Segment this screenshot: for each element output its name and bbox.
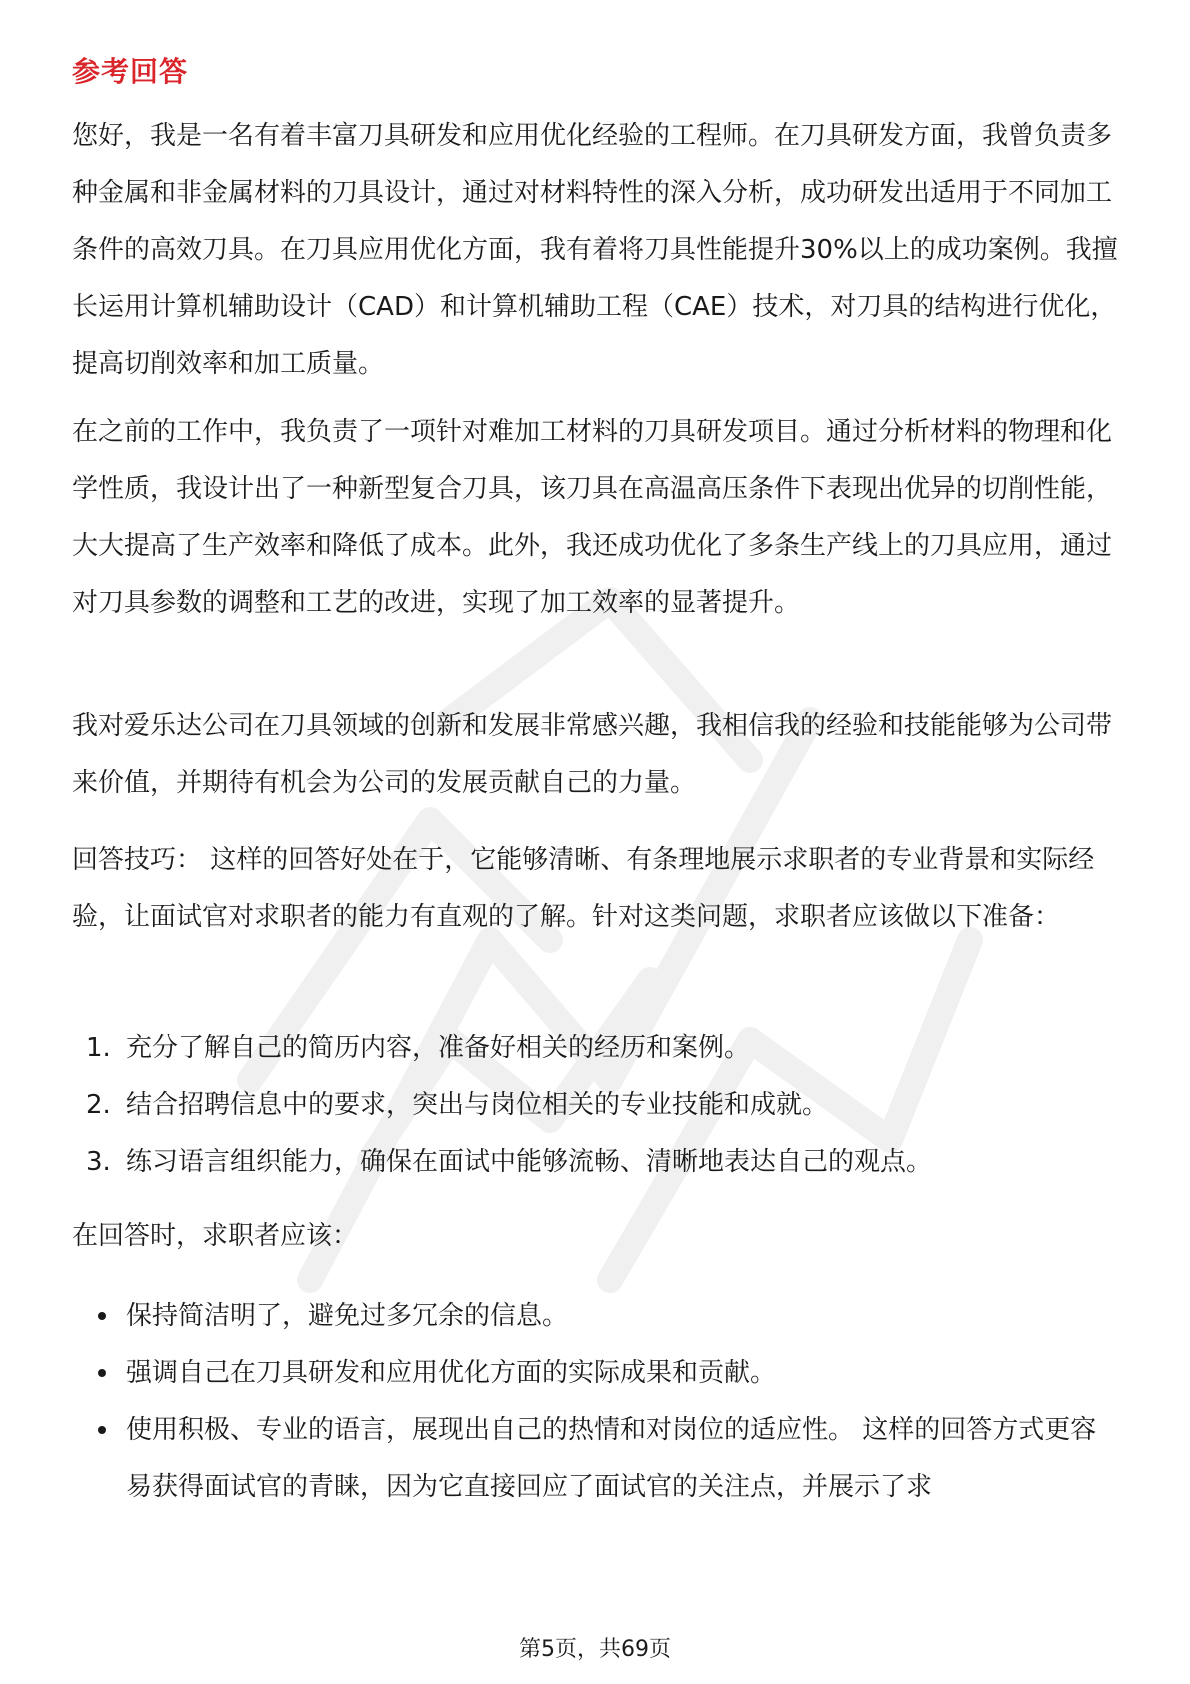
experience-paragraph: 在之前的工作中，我负责了一项针对难加工材料的刀具研发项目。通过分析材料的物理和化学性质，我设计出了一种新型复合刀具，该刀具在高温高压条件下表现出优异的切削性能，大大提高了生产效率和降低了成本。此外，我还成功优化了多条生产线上的刀具应用，通过对刀具参数的调整和工艺的改进，实现了加工效率的显著提升。	[72, 417, 1113, 618]
list-marker: 1.	[86, 1033, 111, 1063]
tips-paragraph: 回答技巧： 这样的回答好处在于，它能够清晰、有条理地展示求职者的专业背景和实际经验，让面试官对求职者的能力有直观的了解。针对这类问题，求职者应该做以下准备：	[72, 845, 1095, 932]
list-item-text: 使用积极、专业的语言，展现出自己的热情和对岗位的适应性。 这样的回答方式更容易获得面试官的青睐，因为它直接回应了面试官的关注点，并展示了求	[126, 1415, 1097, 1502]
bullet-dot-icon	[98, 1426, 106, 1434]
list-item-text: 充分了解自己的简历内容，准备好相关的经历和案例。	[126, 1033, 751, 1063]
list-item-text: 保持简洁明了，避免过多冗余的信息。	[126, 1301, 569, 1331]
list-item	[72, 1077, 1122, 1134]
page-number-footer: 第5页，共69页	[519, 1637, 671, 1662]
list-item	[72, 1402, 1122, 1516]
list-item	[72, 1134, 1122, 1191]
intro-paragraph: 您好，我是一名有着丰富刀具研发和应用优化经验的工程师。在刀具研发方面，我曾负责多种金属和非金属材料的刀具设计，通过对材料特性的深入分析，成功研发出适用于不同加工条件的高效刀具。在刀具应用优化方面，我有着将刀具性能提升30%以上的成功案例。我擅长运用计算机辅助设计（CAD）和计算机辅助工程（CAE）技术，对刀具的结构进行优化，提高切削效率和加工质量。	[72, 121, 1118, 379]
list-item	[72, 1020, 1122, 1077]
list-item	[72, 1288, 1122, 1345]
list-marker: 2.	[86, 1090, 111, 1120]
list-item-text: 练习语言组织能力，确保在面试中能够流畅、清晰地表达自己的观点。	[126, 1147, 933, 1177]
bullet-dot-icon	[98, 1369, 106, 1377]
page-heading: 参考回答	[72, 55, 189, 88]
bullet-dot-icon	[98, 1312, 106, 1320]
list-item	[72, 1345, 1122, 1402]
list-item-text: 强调自己在刀具研发和应用优化方面的实际成果和贡献。	[126, 1358, 777, 1388]
list-item-text: 结合招聘信息中的要求，突出与岗位相关的专业技能和成就。	[126, 1090, 829, 1120]
interest-paragraph: 我对爱乐达公司在刀具领域的创新和发展非常感兴趣，我相信我的经验和技能能够为公司带来价值，并期待有机会为公司的发展贡献自己的力量。	[72, 711, 1113, 798]
guidance-bullet-list	[72, 1288, 1122, 1516]
preparation-list	[72, 1020, 1122, 1191]
list-marker: 3.	[86, 1147, 111, 1177]
answer-guidance-paragraph: 在回答时，求职者应该：	[72, 1221, 359, 1251]
